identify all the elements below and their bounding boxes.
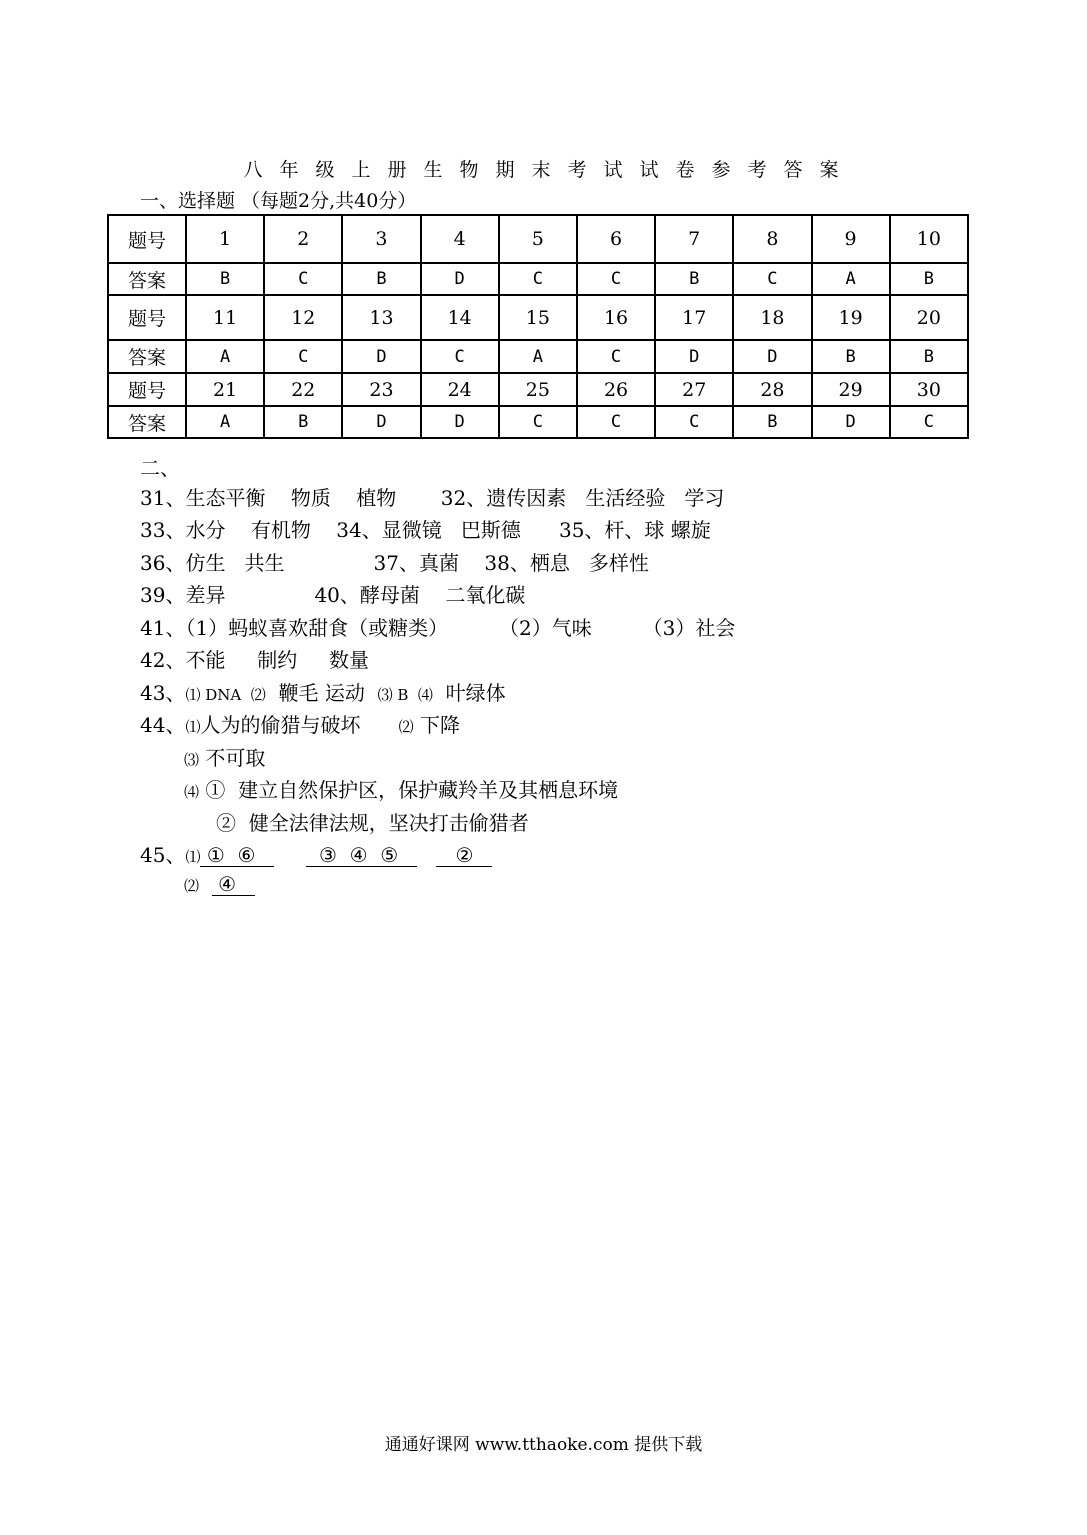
question-number-cell: 5: [499, 215, 577, 263]
answer-43-part3: B: [392, 686, 418, 704]
question-number-cell: 20: [890, 295, 968, 340]
answer-43-part4-label: ⑷: [417, 686, 433, 704]
answer-cell: A: [186, 340, 264, 373]
answer-44-part1-label: ⑴: [185, 718, 201, 736]
question-number-cell: 21: [186, 373, 264, 406]
answer-cell: B: [890, 340, 968, 373]
table-row-header: 答案: [108, 263, 186, 295]
answer-cell: D: [421, 406, 499, 438]
question-number-cell: 27: [655, 373, 733, 406]
answer-41: 41、（1）蚂蚁喜欢甜食（或糖类） （2）气味 （3）社会: [140, 616, 736, 640]
question-number-cell: 12: [264, 295, 342, 340]
answer-cell: A: [186, 406, 264, 438]
question-number-cell: 16: [577, 295, 655, 340]
answer-44-part3: 不可取: [199, 746, 266, 770]
answer-cell: D: [733, 340, 811, 373]
answer-45-part2-label: ⑵: [184, 877, 200, 895]
table-row-header: 答案: [108, 406, 186, 438]
answer-43-part2-label: ⑵: [250, 686, 266, 704]
answer-44-part4-line1: ① 建立自然保护区，保护藏羚羊及其栖息环境: [199, 778, 619, 802]
answer-cell: C: [264, 340, 342, 373]
question-number-cell: 6: [577, 215, 655, 263]
answer-cell: B: [655, 263, 733, 295]
answer-44-part3-label: ⑶: [184, 751, 200, 769]
answer-36-38: 36、仿生 共生 37、真菌 38、栖息 多样性: [140, 551, 649, 575]
answer-45-blank1: ① ⑥: [200, 843, 275, 867]
answer-cell: B: [264, 406, 342, 438]
answer-cell: A: [812, 263, 890, 295]
answer-cell: B: [890, 263, 968, 295]
question-number-cell: 29: [812, 373, 890, 406]
table-row: [108, 373, 968, 406]
section-fill-in-heading: 二、: [140, 456, 180, 480]
answer-43-part3-label: ⑶: [377, 686, 393, 704]
answer-43-part4: 叶绿体: [432, 681, 506, 705]
answer-44: [140, 709, 460, 738]
answer-44-part2-label: ⑵: [398, 718, 414, 736]
question-number-cell: 2: [264, 215, 342, 263]
table-row: [108, 406, 968, 438]
answer-cell: B: [733, 406, 811, 438]
table-row: [108, 295, 968, 340]
answer-cell: C: [499, 406, 577, 438]
table-row: [108, 215, 968, 263]
question-number-cell: 1: [186, 215, 264, 263]
table-row-header: 题号: [108, 295, 186, 340]
answer-cell: D: [655, 340, 733, 373]
answer-45-blank4: ④: [211, 872, 256, 896]
answer-39-40: 39、差异 40、酵母菌 二氧化碳: [140, 583, 526, 607]
answer-31-32: 31、生态平衡 物质 植物 32、遗传因素 生活经验 学习: [140, 486, 725, 510]
answer-43-part1-label: ⑴: [185, 686, 201, 704]
question-number-cell: 18: [733, 295, 811, 340]
question-number-cell: 15: [499, 295, 577, 340]
answer-45-part1-label: ⑴: [185, 848, 201, 866]
question-number-cell: 28: [733, 373, 811, 406]
answer-cell: C: [264, 263, 342, 295]
answer-cell: D: [342, 406, 420, 438]
answer-cell: C: [499, 263, 577, 295]
question-number-cell: 19: [812, 295, 890, 340]
answer-43: [140, 677, 506, 706]
answer-45-blank2: ③ ④ ⑤: [306, 843, 418, 867]
answer-cell: C: [577, 263, 655, 295]
answer-table: [107, 214, 969, 439]
question-number-cell: 26: [577, 373, 655, 406]
question-number-cell: 22: [264, 373, 342, 406]
page-title: 八年级上册生物期末考试试卷参考答案: [243, 159, 856, 181]
answer-cell: C: [655, 406, 733, 438]
answer-cell: C: [733, 263, 811, 295]
answer-45: [140, 839, 492, 868]
answer-cell: C: [577, 406, 655, 438]
answer-cell: B: [812, 340, 890, 373]
question-number-cell: 24: [421, 373, 499, 406]
footer-source: 通通好课网 www.tthaoke.com 提供下载: [384, 1435, 703, 1455]
question-number-cell: 25: [499, 373, 577, 406]
question-number-cell: 17: [655, 295, 733, 340]
table-row: [108, 340, 968, 373]
answer-44-4: [184, 774, 618, 803]
answer-44-3: [184, 742, 265, 771]
question-number-cell: 3: [342, 215, 420, 263]
table-row: [108, 263, 968, 295]
answer-44-prefix: 44、: [140, 713, 186, 737]
answer-43-part2: 鞭毛 运动: [265, 681, 378, 705]
question-number-cell: 30: [890, 373, 968, 406]
question-number-cell: 10: [890, 215, 968, 263]
table-row-header: 题号: [108, 215, 186, 263]
section-multiple-choice-heading: 一、选择题 （每题2分,共40分）: [140, 190, 417, 212]
question-number-cell: 23: [342, 373, 420, 406]
question-number-cell: 14: [421, 295, 499, 340]
answer-cell: C: [890, 406, 968, 438]
answer-42: 42、不能 制约 数量: [140, 648, 370, 672]
answer-cell: C: [421, 340, 499, 373]
answer-cell: B: [342, 263, 420, 295]
question-number-cell: 4: [421, 215, 499, 263]
answer-45-2: [184, 872, 255, 896]
answer-43-part1: DNA: [200, 686, 251, 704]
answer-45-prefix: 45、: [140, 843, 186, 867]
answer-44-part2: 下降: [413, 713, 460, 737]
answer-44-4-line2: ② 健全法律法规，坚决打击偷猎者: [216, 811, 529, 835]
answer-cell: B: [186, 263, 264, 295]
question-number-cell: 11: [186, 295, 264, 340]
question-number-cell: 13: [342, 295, 420, 340]
table-row-header: 题号: [108, 373, 186, 406]
answer-43-prefix: 43、: [140, 681, 186, 705]
answer-44-part4-label: ⑷: [184, 783, 200, 801]
answer-cell: C: [577, 340, 655, 373]
answer-cell: D: [812, 406, 890, 438]
answer-45-blank3: ②: [436, 843, 493, 867]
answer-cell: A: [499, 340, 577, 373]
question-number-cell: 7: [655, 215, 733, 263]
answer-cell: D: [421, 263, 499, 295]
question-number-cell: 9: [812, 215, 890, 263]
question-number-cell: 8: [733, 215, 811, 263]
answer-cell: D: [342, 340, 420, 373]
answer-44-part1: 人为的偷猎与破坏: [200, 713, 399, 737]
answer-33-35: 33、水分 有机物 34、显微镜 巴斯德 35、杆、球 螺旋: [140, 518, 711, 542]
table-row-header: 答案: [108, 340, 186, 373]
